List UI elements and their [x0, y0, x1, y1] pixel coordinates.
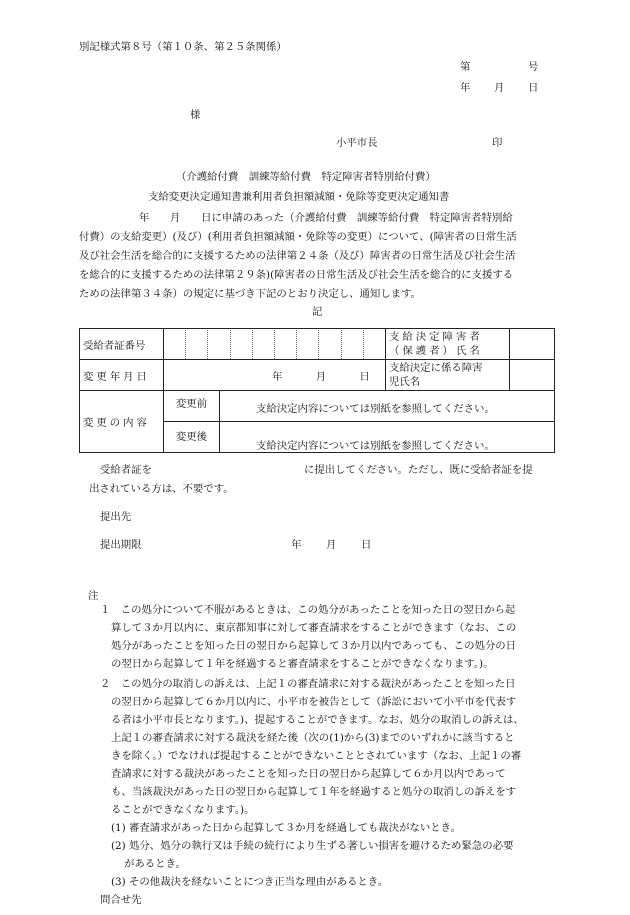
digit-box [319, 330, 341, 359]
recipient-no-label: 受給者証番号 [80, 329, 164, 360]
submit-line1-b: に提出してください。ただし、既に受給者証を提 [304, 464, 533, 476]
digit-box [186, 330, 208, 359]
digit-box [342, 330, 364, 359]
decided-person-value [510, 329, 555, 360]
doc-no-go: 号 [528, 61, 539, 73]
body-line: ための法律第３４条）の規定に基づき下記のとおり決定し、通知します。 [79, 288, 422, 300]
issue-day: 日 [528, 82, 539, 94]
contact-label: 問合せ先 [100, 894, 142, 906]
body-line: 及び社会生活を総合的に支援するための法律第２４条（及び）障害者の日常生活及び社会生活 [79, 250, 516, 262]
note-line: ることができなくなります。)。 [111, 804, 255, 816]
recipient-no-boxes [164, 329, 386, 360]
note-line: の翌日から起算して１年を経過すると審査請求をすることができなくなります。)。 [111, 658, 494, 670]
digit-box [364, 330, 385, 359]
body-line: 年 月 日に申請のあった（介護給付費 訓練等給付費 特定障害者特別給 [118, 212, 513, 224]
deadline-year: 年 [291, 539, 302, 551]
digit-box [275, 330, 297, 359]
body-line: を総合的に支援するための法律第２９条)(障害者の日常生活及び社会生活を総合的に支援する [79, 269, 514, 281]
digit-box [253, 330, 275, 359]
doc-no-dai: 第 [460, 61, 471, 73]
digit-box [164, 330, 186, 359]
submit-dest-label: 提出先 [100, 511, 132, 523]
deadline-day: 日 [361, 539, 372, 551]
addressee: 様 [190, 109, 201, 121]
note-line: 処分があったことを知った日の翌日から起算して３か月以内であっても、この処分の日 [111, 640, 517, 652]
note-line: １ この処分について不服があるときは、この処分があったことを知った日の翌日から起 [100, 604, 516, 616]
title-line1: （介護給付費 訓練等給付費 特定障害者特別給付費） [176, 171, 436, 183]
note-line: (3) その他裁決を経ないことにつき正当な理由があるとき。 [111, 876, 389, 888]
change-date-label: 変更年月日 [80, 360, 164, 391]
decided-person-label: 支給決定障害者 （保護者）氏名 [386, 329, 510, 360]
child-label: 支給決定に係る障害 児氏名 [386, 360, 510, 391]
child-value [510, 360, 555, 391]
after-text: 支給決定内容については別紙を参照してください。 [220, 422, 555, 453]
before-text: 支給決定内容については別紙を参照してください。 [220, 391, 555, 422]
note-line: 算して３か月以内に、東京都知事に対して審査請求をすることができます（なお、この [111, 622, 517, 634]
submit-line1-a: 受給者証を [100, 464, 152, 476]
note-line: があるとき。 [124, 858, 186, 870]
issuer-name: 小平市長 [336, 137, 378, 149]
body-line: 付費）の支給変更）(及び）(利用者負担額減額・免除等の変更）について、(障害者の日常生活 [79, 231, 517, 243]
change-date-value: 年 月 日 [164, 360, 386, 391]
digit-box [297, 330, 319, 359]
note-line: (2) 処分、処分の執行又は手続の続行により生ずる著しい損害を避けるため緊急の必要 [111, 840, 514, 852]
submit-deadline-label: 提出期限 [100, 539, 142, 551]
note-line: 上記１の審査請求に対する裁決を経た後（次の(1)から(3)までのいずれかに該当すると [111, 732, 515, 744]
digit-box [208, 330, 230, 359]
before-label: 変更前 [164, 391, 220, 422]
deadline-month: 月 [326, 539, 337, 551]
issue-month: 月 [494, 82, 505, 94]
note-line: 査請求に対する裁決があったことを知った日の翌日から起算して６か月以内であって [111, 768, 506, 780]
submit-line2: 出されている方は、不要です。 [89, 483, 234, 495]
decision-table [79, 328, 555, 453]
issuer-seal: 印 [492, 137, 503, 149]
note-line: (1) 審査請求があった日から起算して３か月を経過しても裁決がないとき。 [111, 822, 461, 834]
note-line: も、当該裁決があった日の翌日から起算して１年を経過すると処分の取消しの訴えをす [111, 786, 517, 798]
note-line: きを除く。）でなければ提起することができないこととされています（なお、上記１の審 [111, 750, 522, 762]
note-line: の翌日から起算して６か月以内に、小平市を被告として（訴訟において小平市を代表す [111, 696, 517, 708]
after-label: 変更後 [164, 422, 220, 453]
issue-year: 年 [460, 82, 471, 94]
note-line: ２ この処分の取消しの訴えは、上記１の審査請求に対する裁決があったことを知った日 [100, 678, 516, 690]
form-id: 別記様式第８号（第１０条、第２５条関係） [79, 41, 287, 53]
notes-heading: 注 [88, 590, 99, 602]
note-line: る者は小平市長となります。)、提起することができます。なお、処分の取消しの訴えは、 [111, 714, 524, 726]
digit-box [231, 330, 253, 359]
title-line2: 支給変更決定通知書兼利用者負担額減額・免除等変更決定通知書 [148, 191, 450, 203]
change-content-label: 変更の内容 [80, 391, 164, 453]
ki-marker: 記 [312, 306, 323, 318]
